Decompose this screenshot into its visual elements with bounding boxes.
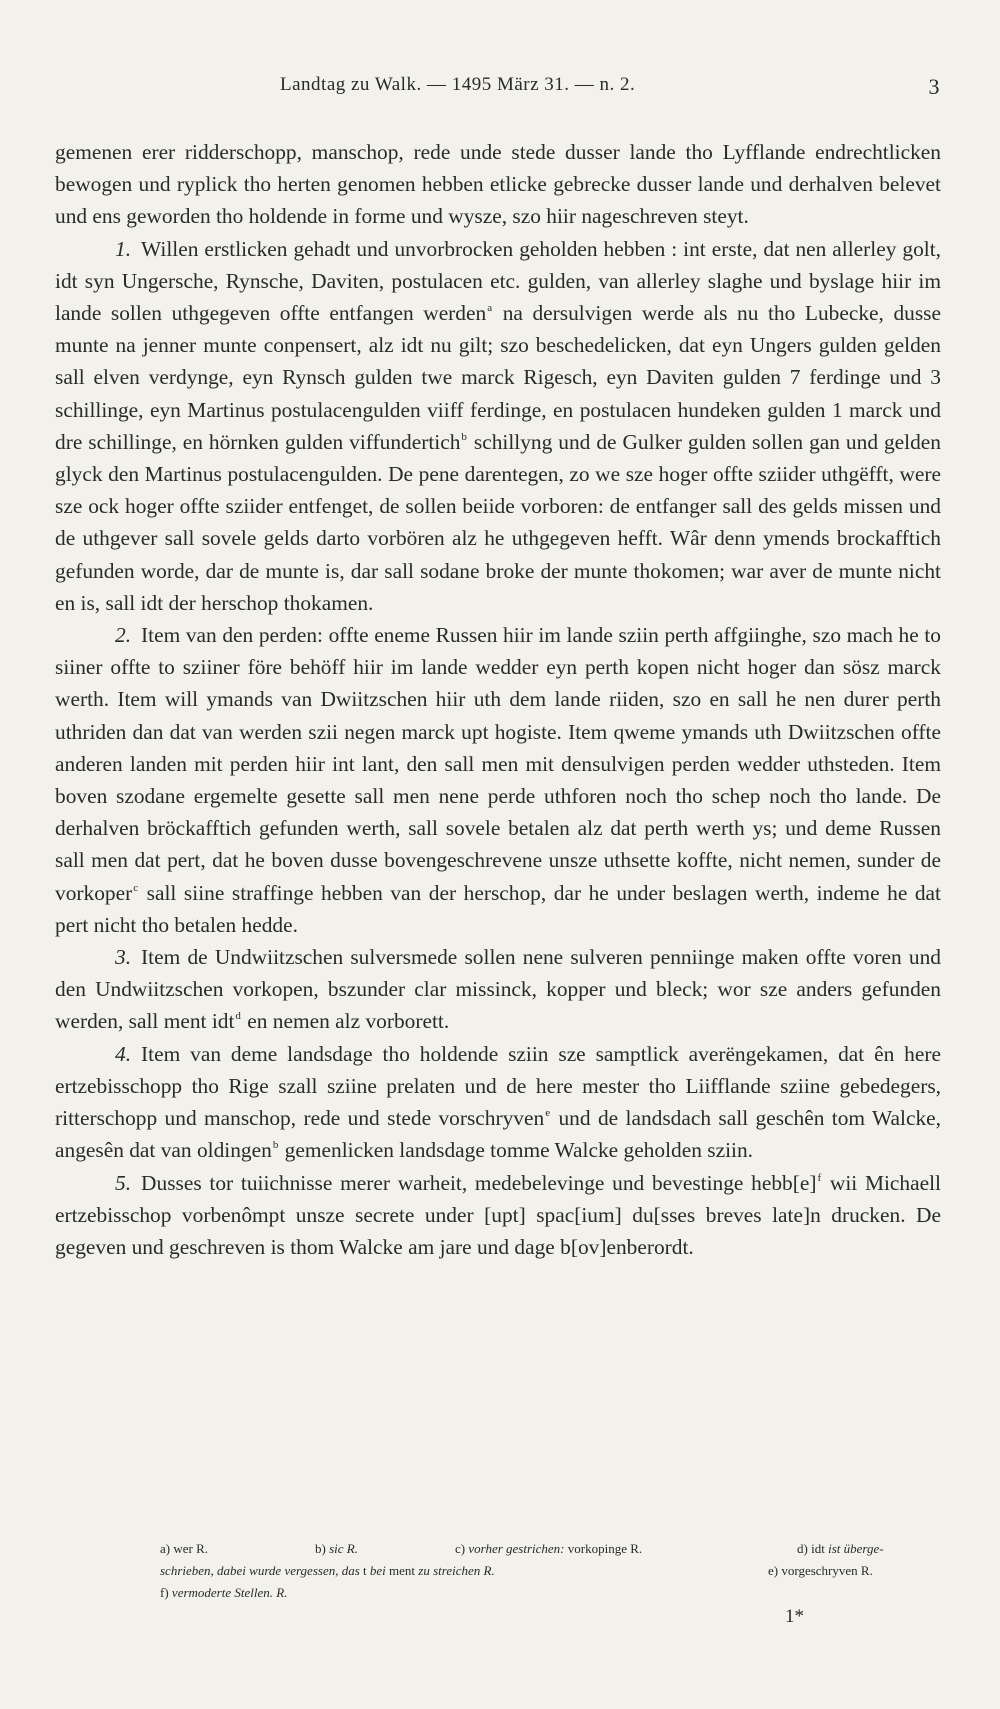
section-number: 5. bbox=[115, 1170, 132, 1195]
footnote-mark: a bbox=[487, 302, 493, 315]
footnote-a: a) wer R. bbox=[160, 1541, 209, 1556]
footnote-row bbox=[160, 1560, 940, 1582]
footnote-mark: b bbox=[461, 430, 467, 443]
document-body bbox=[55, 136, 941, 1263]
section-number: 4. bbox=[115, 1041, 132, 1066]
section-1: 1. Willen erstlicken gehadt und unvorbrocken geholden hebben : int erste, dat nen allerley golt, idt syn Ungersche, Rynsche, Daviten, postulacen etc. gulden, van allerley slaghe und byslage hiir im lande sollen uthgegeven offte entfangen werden$^a$ na dersulvigen werde als nu tho Lubecke, dusse munte na jenner munte conpensert, alz idt nu gilt; szo beschedelicken, dat eyn Ungers gulden gelden sall elven verdynge, eyn Rynsch gulden twe marck Rigesch, eyn Daviten gulden 7 ferdinge und 3 schillinge, eyn Martinus postulacengulden viiff ferdinge, en postulacen hundeken gulden 1 marck und dre schillinge, en hörnken gulden viffundertich$^b$ schillyng und de Gulker gulden sollen gan und gelden glyck den Martinus postulacengulden. De pene darentegen, zo we sze hoger offte sziider uthgëfft, were sze ock hoger offte sziider entfenget, de sollen beiide vorboren: de entfanger sall des gelds missen und de uthgever sall sovele gelds darto vorbören alz he uthgegeven hefft. Wâr denn ymends brockafftich gefunden worde, dar de munte is, dar sall sodane broke der munte thokomen; war aver de munte nicht en is, sall idt der herschop thokamen. bbox=[55, 236, 941, 615]
footnote-f: f) vermoderte Stellen. R. bbox=[160, 1585, 288, 1600]
intro-paragraph: gemenen erer ridderschopp, manschop, rede unde stede dusser lande tho Lyfflande endrechtlicken bewogen und ryplick tho herten genomen hebben etlicke gebrecke dusser lande und derhalven belevet und ens geworden tho holdende in forme und wysze, szo hiir nageschreven steyt. bbox=[55, 140, 941, 229]
footnote-row bbox=[160, 1582, 940, 1604]
page-header bbox=[60, 74, 940, 110]
footnote-row bbox=[160, 1538, 940, 1560]
footnote-d: d) idt ist überge- bbox=[797, 1541, 884, 1556]
section-number: 1. bbox=[115, 236, 132, 261]
sheet-signature: 1* bbox=[785, 1606, 804, 1627]
footnotes bbox=[160, 1538, 940, 1604]
page-number: 3 bbox=[928, 74, 940, 99]
running-title: Landtag zu Walk. — 1495 März 31. — n. 2. bbox=[280, 74, 636, 95]
footnote-mark: f bbox=[817, 1171, 822, 1184]
section-number: 3. bbox=[115, 945, 132, 970]
footnote-e: e) vorgeschryven R. bbox=[768, 1563, 873, 1578]
footnote-mark: e bbox=[545, 1107, 551, 1120]
footnote-mark: b bbox=[272, 1139, 279, 1152]
section-5: 5. Dusses tor tuiichnisse merer warheit, medebelevinge und bevestinge $hebb[e]^f$ wii Michaell ertzebisschop vorbenômpt unsze secrete under [upt] spac[ium] du[sses breves late]n drucken. De gegeven und geschreven is thom Walcke am jare und dage b[ov]enberordt. bbox=[55, 1170, 941, 1259]
section-4: 4. Item van deme landsdage tho holdende sziin sze samptlick averëngekamen, dat ên here ertzebisschopp tho Rige szall sziine prelaten und de here mester tho Liifflande sziine gebedegers, ritterschopp und manschop, rede und stede vorschryven$^e$ und de landsdach sall geschên tom Walcke, angesên dat van oldingen$^b$ gemenlicken landsdage tomme Walcke geholden sziin. bbox=[55, 1041, 942, 1163]
footnote-c: c) vorher gestrichen: vorkopinge R. bbox=[455, 1541, 643, 1556]
footnote-d-continued: schrieben, dabei wurde vergessen, das t bei ment zu streichen R. bbox=[160, 1563, 495, 1578]
section-2: 2. Item van den perden: offte eneme Russen hiir im lande sziin perth affgiinghe, szo mach he to siiner offte to sziiner före behöff hiir im lande wedder eyn perth kopen nicht hoger dan sösz marck werth. Item will ymands van Dwiitzschen hiir uth dem lande riiden, szo en sall he nen durer perth uthriden dan dat van werden szii negen marck upt hogiste. Item qweme ymands uth Dwiitzschen offte anderen landen mit perden hiir int lant, den sall men mit densulvigen perden wedder uthsteden. Item boven szodane ergemelte gesette sall men nene perde uthforen noch tho schep noch tho lande. De derhalven bröckafftich gefunden werth, sall sovele betalen alz dat perth werth ys; und deme Russen sall men dat pert, dat he boven dusse bovengeschrevene unsze uthsette koffte, nicht nemen, sunder de vorkoper$^c$ sall siine straffinge hebben van der herschop, dar he under beslagen werth, indeme he dat pert nicht tho betalen hedde. bbox=[55, 623, 941, 937]
section-number: 2. bbox=[115, 623, 132, 648]
footnote-b: b) sic R. bbox=[315, 1541, 358, 1556]
section-3: 3. Item de Undwiitzschen sulversmede sollen nene sulveren penniinge maken offte voren und den Undwiitzschen vorkopen, bszunder clar missinck, kopper und bleck; wor sze anders gefunden werden, sall ment idt$^d$ en nemen alz vorborett. bbox=[55, 945, 941, 1034]
footnote-mark: c bbox=[133, 881, 139, 894]
footnote-mark: d bbox=[235, 1010, 241, 1023]
